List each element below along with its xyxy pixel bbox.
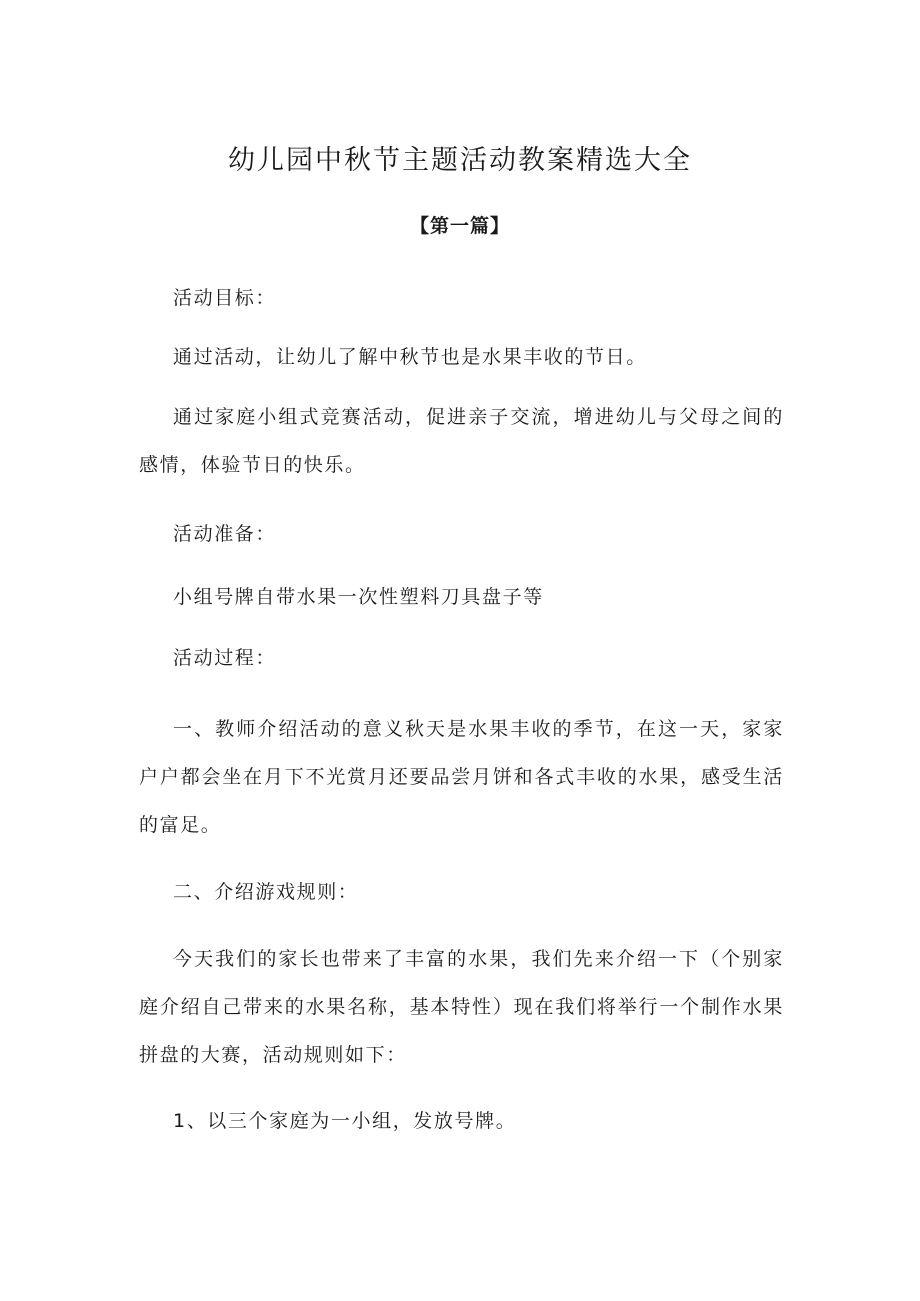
paragraph-process-step-1: 一、教师介绍活动的意义秋天是水果丰收的季节，在这一天，家家户户都会坐在月下不光赏月还要品尝月饼和各式丰收的水果，感受生活的富足。: [139, 718, 784, 836]
section-heading: 【第一篇】: [409, 215, 510, 237]
paragraph-preparation-items: 小组号牌自带水果一次性塑料刀具盘子等: [173, 586, 544, 608]
paragraph-process-step-2: 二、介绍游戏规则：: [173, 881, 359, 903]
document-title: 幼儿园中秋节主题活动教案精选大全: [228, 145, 692, 176]
paragraph-preparation-heading: 活动准备：: [173, 523, 277, 545]
paragraph-rule-1: 1、以三个家庭为一小组，发放号牌。: [173, 1110, 517, 1132]
paragraph-game-intro: 今天我们的家长也带来了丰富的水果，我们先来介绍一下（个别家庭介绍自己带来的水果名称，基本特性）现在我们将举行一个制作水果拼盘的大赛，活动规则如下：: [139, 948, 784, 1066]
paragraph-process-heading: 活动过程：: [173, 647, 277, 669]
paragraph-goal-1: 通过活动，让幼儿了解中秋节也是水果丰收的节日。: [173, 346, 647, 368]
paragraph-activity-goals-heading: 活动目标：: [173, 287, 277, 309]
paragraph-goal-2: 通过家庭小组式竞赛活动，促进亲子交流，增进幼儿与父母之间的感情，体验节日的快乐。: [139, 406, 784, 476]
